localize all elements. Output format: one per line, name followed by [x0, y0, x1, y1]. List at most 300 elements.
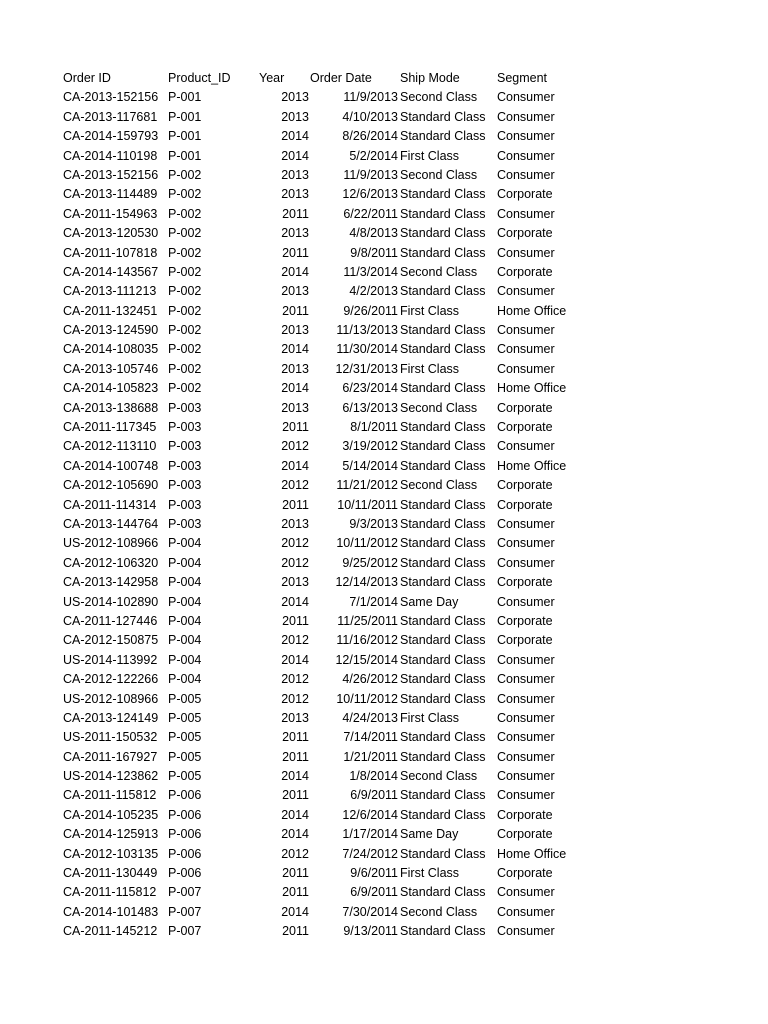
order-date-cell[interactable]: 11/9/2013: [343, 90, 398, 105]
year-cell[interactable]: 2014: [281, 652, 309, 667]
ship-mode-cell[interactable]: Standard Class: [400, 458, 486, 473]
segment-cell[interactable]: Consumer: [497, 904, 555, 919]
segment-cell[interactable]: Home Office: [497, 846, 567, 861]
order-date-cell[interactable]: 4/26/2012: [342, 672, 398, 687]
order-date-cell[interactable]: 9/26/2011: [343, 303, 398, 318]
segment-cell[interactable]: Consumer: [497, 516, 555, 531]
product-id-cell[interactable]: P-002: [168, 381, 202, 396]
table-row: [0, 282, 768, 301]
order-id-cell[interactable]: CA-2012-113110: [63, 439, 157, 454]
order-date-cell[interactable]: 12/6/2013: [342, 187, 398, 202]
product-id-cell[interactable]: P-006: [168, 866, 202, 881]
order-id-cell[interactable]: CA-2013-144764: [63, 516, 159, 531]
segment-cell[interactable]: Consumer: [497, 361, 555, 376]
order-date-cell[interactable]: 10/11/2012: [336, 691, 398, 706]
year-cell[interactable]: 2014: [281, 148, 309, 163]
year-cell[interactable]: 2011: [282, 885, 309, 900]
ship-mode-cell[interactable]: Standard Class: [400, 807, 486, 822]
ship-mode-cell[interactable]: First Class: [400, 148, 460, 163]
order-date-cell[interactable]: 9/25/2012: [342, 555, 398, 570]
header-row: [0, 69, 768, 88]
segment-cell[interactable]: Consumer: [497, 730, 555, 745]
year-cell[interactable]: 2011: [282, 420, 309, 435]
segment-cell[interactable]: Home Office: [497, 458, 567, 473]
order-id-cell[interactable]: CA-2013-142958: [63, 575, 159, 590]
ship-mode-cell[interactable]: First Class: [400, 710, 460, 725]
product-id-cell[interactable]: P-003: [168, 458, 202, 473]
order-id-cell[interactable]: CA-2013-152156: [63, 167, 159, 182]
segment-cell[interactable]: Consumer: [497, 284, 555, 299]
ship-mode-cell[interactable]: Standard Class: [400, 613, 486, 628]
year-cell[interactable]: 2014: [281, 458, 309, 473]
order-id-cell[interactable]: CA-2013-120530: [63, 226, 159, 241]
order-id-cell[interactable]: CA-2014-105823: [63, 381, 159, 396]
year-cell[interactable]: 2013: [281, 710, 309, 725]
order-id-cell[interactable]: CA-2011-145212: [63, 924, 158, 939]
ship-mode-cell[interactable]: Standard Class: [400, 129, 486, 144]
year-cell[interactable]: 2011: [282, 866, 309, 881]
year-cell[interactable]: 2013: [281, 516, 309, 531]
ship-mode-cell[interactable]: Second Class: [400, 264, 478, 279]
ship-mode-cell[interactable]: Standard Class: [400, 420, 486, 435]
order-date-cell[interactable]: 11/25/2011: [337, 613, 398, 628]
year-cell[interactable]: 2012: [281, 478, 309, 493]
segment-cell[interactable]: Consumer: [497, 342, 555, 357]
segment-cell[interactable]: Corporate: [497, 575, 553, 590]
order-id-cell[interactable]: CA-2014-105235: [63, 807, 159, 822]
ship-mode-cell[interactable]: Second Class: [400, 904, 478, 919]
order-date-cell[interactable]: 11/30/2014: [336, 342, 398, 357]
ship-mode-cell[interactable]: Standard Class: [400, 555, 486, 570]
product-id-cell[interactable]: P-005: [168, 769, 202, 784]
year-cell[interactable]: 2014: [281, 904, 309, 919]
product-id-cell[interactable]: P-004: [168, 594, 202, 609]
ship-mode-cell[interactable]: Standard Class: [400, 206, 486, 221]
order-date-cell[interactable]: 4/2/2013: [349, 284, 398, 299]
ship-mode-cell[interactable]: Standard Class: [400, 381, 486, 396]
year-cell[interactable]: 2013: [281, 167, 309, 182]
product-id-cell[interactable]: P-002: [168, 245, 202, 260]
year-cell[interactable]: 2011: [282, 613, 309, 628]
order-date-cell[interactable]: 12/6/2014: [342, 807, 398, 822]
year-cell[interactable]: 2014: [281, 769, 309, 784]
order-date-cell[interactable]: 12/15/2014: [335, 652, 398, 667]
table-row: [0, 883, 768, 902]
table-row: [0, 709, 768, 728]
product-id-cell[interactable]: P-004: [168, 613, 202, 628]
product-id-cell[interactable]: P-003: [168, 516, 202, 531]
spreadsheet-table: [0, 69, 768, 942]
ship-mode-cell[interactable]: Second Class: [400, 478, 478, 493]
ship-mode-cell[interactable]: Standard Class: [400, 284, 486, 299]
product-id-cell[interactable]: P-004: [168, 536, 202, 551]
product-id-cell[interactable]: P-006: [168, 788, 202, 803]
product-id-cell[interactable]: P-002: [168, 342, 202, 357]
segment-cell[interactable]: Consumer: [497, 129, 555, 144]
order-date-cell[interactable]: 8/26/2014: [342, 129, 398, 144]
ship-mode-cell[interactable]: Standard Class: [400, 730, 486, 745]
table-row: [0, 399, 768, 418]
product-id-cell[interactable]: P-005: [168, 730, 202, 745]
order-id-cell[interactable]: CA-2011-107818: [63, 245, 158, 260]
table-row: [0, 166, 768, 185]
ship-mode-cell[interactable]: Same Day: [400, 594, 459, 609]
segment-cell[interactable]: Corporate: [497, 866, 553, 881]
order-date-cell[interactable]: 4/8/2013: [349, 226, 398, 241]
order-id-cell[interactable]: CA-2013-114489: [63, 187, 158, 202]
year-cell[interactable]: 2013: [281, 323, 309, 338]
table-row: [0, 88, 768, 107]
order-id-cell[interactable]: CA-2012-150875: [63, 633, 159, 648]
table-body: [0, 88, 768, 941]
year-cell[interactable]: 2013: [281, 575, 309, 590]
order-date-cell[interactable]: 9/13/2011: [343, 924, 398, 939]
year-cell[interactable]: 2014: [281, 129, 309, 144]
year-cell[interactable]: 2011: [282, 245, 309, 260]
product-id-cell[interactable]: P-001: [168, 90, 202, 105]
segment-cell[interactable]: Consumer: [497, 109, 555, 124]
order-date-cell[interactable]: 7/24/2012: [342, 846, 398, 861]
order-date-cell[interactable]: 7/30/2014: [342, 904, 398, 919]
table-row: [0, 302, 768, 321]
year-cell[interactable]: 2012: [281, 672, 309, 687]
order-id-cell[interactable]: CA-2012-122266: [63, 672, 159, 687]
segment-cell[interactable]: Home Office: [497, 381, 567, 396]
product-id-cell[interactable]: P-001: [168, 129, 202, 144]
table-row: [0, 922, 768, 941]
segment-cell[interactable]: Consumer: [497, 652, 555, 667]
product-id-cell[interactable]: P-005: [168, 749, 202, 764]
product-id-cell[interactable]: P-007: [168, 924, 202, 939]
year-cell[interactable]: 2013: [281, 284, 309, 299]
table-row: [0, 864, 768, 883]
segment-cell[interactable]: Corporate: [497, 613, 553, 628]
order-id-cell[interactable]: CA-2011-167927: [63, 749, 158, 764]
order-date-cell[interactable]: 11/16/2012: [336, 633, 398, 648]
order-id-cell[interactable]: US-2014-102890: [63, 594, 159, 609]
order-id-cell[interactable]: US-2014-123862: [63, 769, 159, 784]
order-date-cell[interactable]: 12/14/2013: [335, 575, 398, 590]
ship-mode-cell[interactable]: Standard Class: [400, 885, 486, 900]
order-date-cell[interactable]: 11/9/2013: [343, 167, 398, 182]
ship-mode-cell[interactable]: Standard Class: [400, 691, 486, 706]
segment-cell[interactable]: Consumer: [497, 769, 555, 784]
order-date-cell[interactable]: 10/11/2011: [337, 497, 398, 512]
product-id-cell[interactable]: P-002: [168, 187, 202, 202]
order-id-cell[interactable]: CA-2014-108035: [63, 342, 159, 357]
year-cell[interactable]: 2012: [281, 555, 309, 570]
table-row: [0, 767, 768, 786]
order-date-cell[interactable]: 5/14/2014: [342, 458, 398, 473]
order-id-cell[interactable]: US-2012-108966: [63, 536, 159, 551]
order-date-cell[interactable]: 11/13/2013: [336, 323, 398, 338]
year-cell[interactable]: 2011: [282, 497, 309, 512]
ship-mode-cell[interactable]: Standard Class: [400, 924, 486, 939]
order-date-cell[interactable]: 5/2/2014: [349, 148, 398, 163]
product-id-cell[interactable]: P-003: [168, 497, 202, 512]
order-id-cell[interactable]: CA-2011-132451: [63, 303, 158, 318]
order-id-cell[interactable]: CA-2014-125913: [63, 827, 159, 842]
table-row: [0, 845, 768, 864]
segment-cell[interactable]: Consumer: [497, 885, 555, 900]
table-row: [0, 457, 768, 476]
year-cell[interactable]: 2011: [282, 303, 309, 318]
segment-cell[interactable]: Corporate: [497, 400, 553, 415]
ship-mode-cell[interactable]: Standard Class: [400, 497, 486, 512]
order-date-cell[interactable]: 7/14/2011: [343, 730, 398, 745]
order-date-cell[interactable]: 8/1/2011: [350, 420, 398, 435]
order-id-cell[interactable]: CA-2014-110198: [63, 148, 158, 163]
order-id-cell[interactable]: CA-2012-106320: [63, 555, 159, 570]
table-row: [0, 496, 768, 515]
table-row: [0, 515, 768, 534]
ship-mode-cell[interactable]: Standard Class: [400, 109, 486, 124]
table-row: [0, 244, 768, 263]
ship-mode-cell[interactable]: First Class: [400, 303, 460, 318]
ship-mode-cell[interactable]: Standard Class: [400, 226, 486, 241]
year-cell[interactable]: 2014: [281, 594, 309, 609]
table-row: [0, 263, 768, 282]
product-id-cell[interactable]: P-007: [168, 904, 202, 919]
order-date-cell[interactable]: 6/23/2014: [342, 381, 398, 396]
product-id-cell[interactable]: P-002: [168, 361, 202, 376]
order-id-cell[interactable]: CA-2013-117681: [63, 109, 158, 124]
order-id-cell[interactable]: CA-2011-115812: [63, 788, 157, 803]
header-product-id[interactable]: Product_ID: [168, 71, 231, 85]
order-id-cell[interactable]: US-2011-150532: [63, 730, 158, 745]
table-row: [0, 593, 768, 612]
segment-cell[interactable]: Corporate: [497, 478, 553, 493]
order-date-cell[interactable]: 11/3/2014: [343, 264, 398, 279]
product-id-cell[interactable]: P-004: [168, 652, 202, 667]
ship-mode-cell[interactable]: Standard Class: [400, 575, 486, 590]
segment-cell[interactable]: Consumer: [497, 749, 555, 764]
order-date-cell[interactable]: 9/8/2011: [350, 245, 398, 260]
order-id-cell[interactable]: CA-2013-152156: [63, 90, 159, 105]
ship-mode-cell[interactable]: Standard Class: [400, 439, 486, 454]
ship-mode-cell[interactable]: Standard Class: [400, 672, 486, 687]
product-id-cell[interactable]: P-003: [168, 400, 202, 415]
product-id-cell[interactable]: P-003: [168, 420, 202, 435]
product-id-cell[interactable]: P-001: [168, 109, 202, 124]
year-cell[interactable]: 2011: [282, 749, 309, 764]
order-date-cell[interactable]: 6/22/2011: [343, 206, 398, 221]
segment-cell[interactable]: Consumer: [497, 691, 555, 706]
table-row: [0, 108, 768, 127]
order-date-cell[interactable]: 9/6/2011: [350, 866, 398, 881]
table-row: [0, 205, 768, 224]
order-id-cell[interactable]: CA-2011-115812: [63, 885, 157, 900]
product-id-cell[interactable]: P-005: [168, 691, 202, 706]
segment-cell[interactable]: Corporate: [497, 187, 553, 202]
year-cell[interactable]: 2013: [281, 361, 309, 376]
ship-mode-cell[interactable]: Standard Class: [400, 245, 486, 260]
segment-cell[interactable]: Consumer: [497, 148, 555, 163]
table-row: [0, 379, 768, 398]
segment-cell[interactable]: Corporate: [497, 827, 553, 842]
year-cell[interactable]: 2012: [281, 691, 309, 706]
segment-cell[interactable]: Consumer: [497, 924, 555, 939]
year-cell[interactable]: 2013: [281, 226, 309, 241]
year-cell[interactable]: 2013: [281, 90, 309, 105]
header-segment[interactable]: Segment: [497, 71, 548, 85]
product-id-cell[interactable]: P-005: [168, 710, 202, 725]
year-cell[interactable]: 2014: [281, 381, 309, 396]
segment-cell[interactable]: Consumer: [497, 555, 555, 570]
segment-cell[interactable]: Consumer: [497, 594, 555, 609]
year-cell[interactable]: 2011: [282, 730, 309, 745]
order-id-cell[interactable]: US-2014-113992: [63, 652, 158, 667]
ship-mode-cell[interactable]: Standard Class: [400, 846, 486, 861]
order-id-cell[interactable]: CA-2011-114314: [63, 497, 157, 512]
product-id-cell[interactable]: P-002: [168, 226, 202, 241]
ship-mode-cell[interactable]: Second Class: [400, 769, 478, 784]
header-order-id[interactable]: Order ID: [63, 71, 111, 85]
order-date-cell[interactable]: 3/19/2012: [342, 439, 398, 454]
product-id-cell[interactable]: P-004: [168, 575, 202, 590]
ship-mode-cell[interactable]: Standard Class: [400, 323, 486, 338]
ship-mode-cell[interactable]: Standard Class: [400, 516, 486, 531]
year-cell[interactable]: 2014: [281, 264, 309, 279]
product-id-cell[interactable]: P-006: [168, 807, 202, 822]
year-cell[interactable]: 2012: [281, 536, 309, 551]
product-id-cell[interactable]: P-004: [168, 633, 202, 648]
order-date-cell[interactable]: 1/8/2014: [349, 769, 398, 784]
order-date-cell[interactable]: 9/3/2013: [349, 516, 398, 531]
segment-cell[interactable]: Consumer: [497, 672, 555, 687]
order-id-cell[interactable]: CA-2011-130449: [63, 866, 158, 881]
ship-mode-cell[interactable]: Second Class: [400, 90, 478, 105]
order-date-cell[interactable]: 4/24/2013: [342, 710, 398, 725]
ship-mode-cell[interactable]: Second Class: [400, 400, 478, 415]
order-date-cell[interactable]: 6/9/2011: [350, 788, 398, 803]
order-id-cell[interactable]: CA-2011-154963: [63, 206, 158, 221]
segment-cell[interactable]: Consumer: [497, 90, 555, 105]
header-ship-mode[interactable]: Ship Mode: [400, 71, 460, 85]
order-id-cell[interactable]: CA-2014-143567: [63, 264, 159, 279]
product-id-cell[interactable]: P-003: [168, 478, 202, 493]
product-id-cell[interactable]: P-004: [168, 555, 202, 570]
table-row: [0, 418, 768, 437]
order-id-cell[interactable]: CA-2014-159793: [63, 129, 159, 144]
product-id-cell[interactable]: P-002: [168, 323, 202, 338]
segment-cell[interactable]: Consumer: [497, 206, 555, 221]
table-row: [0, 728, 768, 747]
product-id-cell[interactable]: P-007: [168, 885, 202, 900]
order-date-cell[interactable]: 12/31/2013: [335, 361, 398, 376]
segment-cell[interactable]: Consumer: [497, 245, 555, 260]
segment-cell[interactable]: Corporate: [497, 420, 553, 435]
table-row: [0, 748, 768, 767]
segment-cell[interactable]: Consumer: [497, 788, 555, 803]
product-id-cell[interactable]: P-002: [168, 264, 202, 279]
table-row: [0, 360, 768, 379]
year-cell[interactable]: 2012: [281, 846, 309, 861]
segment-cell[interactable]: Corporate: [497, 807, 553, 822]
year-cell[interactable]: 2013: [281, 187, 309, 202]
order-date-cell[interactable]: 4/10/2013: [342, 109, 398, 124]
product-id-cell[interactable]: P-002: [168, 167, 202, 182]
order-id-cell[interactable]: CA-2011-117345: [63, 420, 157, 435]
table-row: [0, 670, 768, 689]
order-id-cell[interactable]: CA-2013-105746: [63, 361, 159, 376]
year-cell[interactable]: 2014: [281, 342, 309, 357]
table-row: [0, 340, 768, 359]
segment-cell[interactable]: Consumer: [497, 439, 555, 454]
order-id-cell[interactable]: CA-2014-101483: [63, 904, 159, 919]
ship-mode-cell[interactable]: First Class: [400, 361, 460, 376]
ship-mode-cell[interactable]: Same Day: [400, 827, 459, 842]
order-date-cell[interactable]: 7/1/2014: [349, 594, 398, 609]
segment-cell[interactable]: Consumer: [497, 323, 555, 338]
segment-cell[interactable]: Consumer: [497, 536, 555, 551]
year-cell[interactable]: 2011: [282, 788, 309, 803]
ship-mode-cell[interactable]: Standard Class: [400, 633, 486, 648]
segment-cell[interactable]: Consumer: [497, 167, 555, 182]
header-order-date[interactable]: Order Date: [310, 71, 372, 85]
year-cell[interactable]: 2014: [281, 827, 309, 842]
table-row: [0, 185, 768, 204]
order-id-cell[interactable]: CA-2013-124590: [63, 323, 159, 338]
product-id-cell[interactable]: P-006: [168, 846, 202, 861]
order-date-cell[interactable]: 10/11/2012: [336, 536, 398, 551]
order-id-cell[interactable]: CA-2013-138688: [63, 400, 159, 415]
order-id-cell[interactable]: CA-2011-127446: [63, 613, 158, 628]
ship-mode-cell[interactable]: First Class: [400, 866, 460, 881]
segment-cell[interactable]: Corporate: [497, 264, 553, 279]
year-cell[interactable]: 2012: [281, 633, 309, 648]
year-cell[interactable]: 2014: [281, 807, 309, 822]
order-id-cell[interactable]: CA-2012-103135: [63, 846, 159, 861]
order-id-cell[interactable]: CA-2013-111213: [63, 284, 157, 299]
ship-mode-cell[interactable]: Standard Class: [400, 187, 486, 202]
order-date-cell[interactable]: 1/17/2014: [342, 827, 398, 842]
segment-cell[interactable]: Home Office: [497, 303, 567, 318]
product-id-cell[interactable]: P-003: [168, 439, 202, 454]
header-year[interactable]: Year: [259, 71, 285, 85]
segment-cell[interactable]: Consumer: [497, 710, 555, 725]
segment-cell[interactable]: Corporate: [497, 633, 553, 648]
ship-mode-cell[interactable]: Standard Class: [400, 342, 486, 357]
product-id-cell[interactable]: P-004: [168, 672, 202, 687]
product-id-cell[interactable]: P-002: [168, 303, 202, 318]
order-date-cell[interactable]: 6/13/2013: [342, 400, 398, 415]
order-id-cell[interactable]: CA-2014-100748: [63, 458, 159, 473]
year-cell[interactable]: 2011: [282, 206, 309, 221]
order-date-cell[interactable]: 6/9/2011: [350, 885, 398, 900]
year-cell[interactable]: 2011: [282, 924, 309, 939]
product-id-cell[interactable]: P-006: [168, 827, 202, 842]
segment-cell[interactable]: Corporate: [497, 497, 553, 512]
ship-mode-cell[interactable]: Standard Class: [400, 749, 486, 764]
product-id-cell[interactable]: P-001: [168, 148, 202, 163]
year-cell[interactable]: 2013: [281, 400, 309, 415]
order-id-cell[interactable]: CA-2012-105690: [63, 478, 159, 493]
product-id-cell[interactable]: P-002: [168, 206, 202, 221]
ship-mode-cell[interactable]: Second Class: [400, 167, 478, 182]
order-date-cell[interactable]: 11/21/2012: [336, 478, 398, 493]
product-id-cell[interactable]: P-002: [168, 284, 202, 299]
segment-cell[interactable]: Corporate: [497, 226, 553, 241]
ship-mode-cell[interactable]: Standard Class: [400, 788, 486, 803]
order-id-cell[interactable]: US-2012-108966: [63, 691, 159, 706]
year-cell[interactable]: 2013: [281, 109, 309, 124]
order-id-cell[interactable]: CA-2013-124149: [63, 710, 159, 725]
order-date-cell[interactable]: 1/21/2011: [343, 749, 398, 764]
ship-mode-cell[interactable]: Standard Class: [400, 652, 486, 667]
ship-mode-cell[interactable]: Standard Class: [400, 536, 486, 551]
year-cell[interactable]: 2012: [281, 439, 309, 454]
